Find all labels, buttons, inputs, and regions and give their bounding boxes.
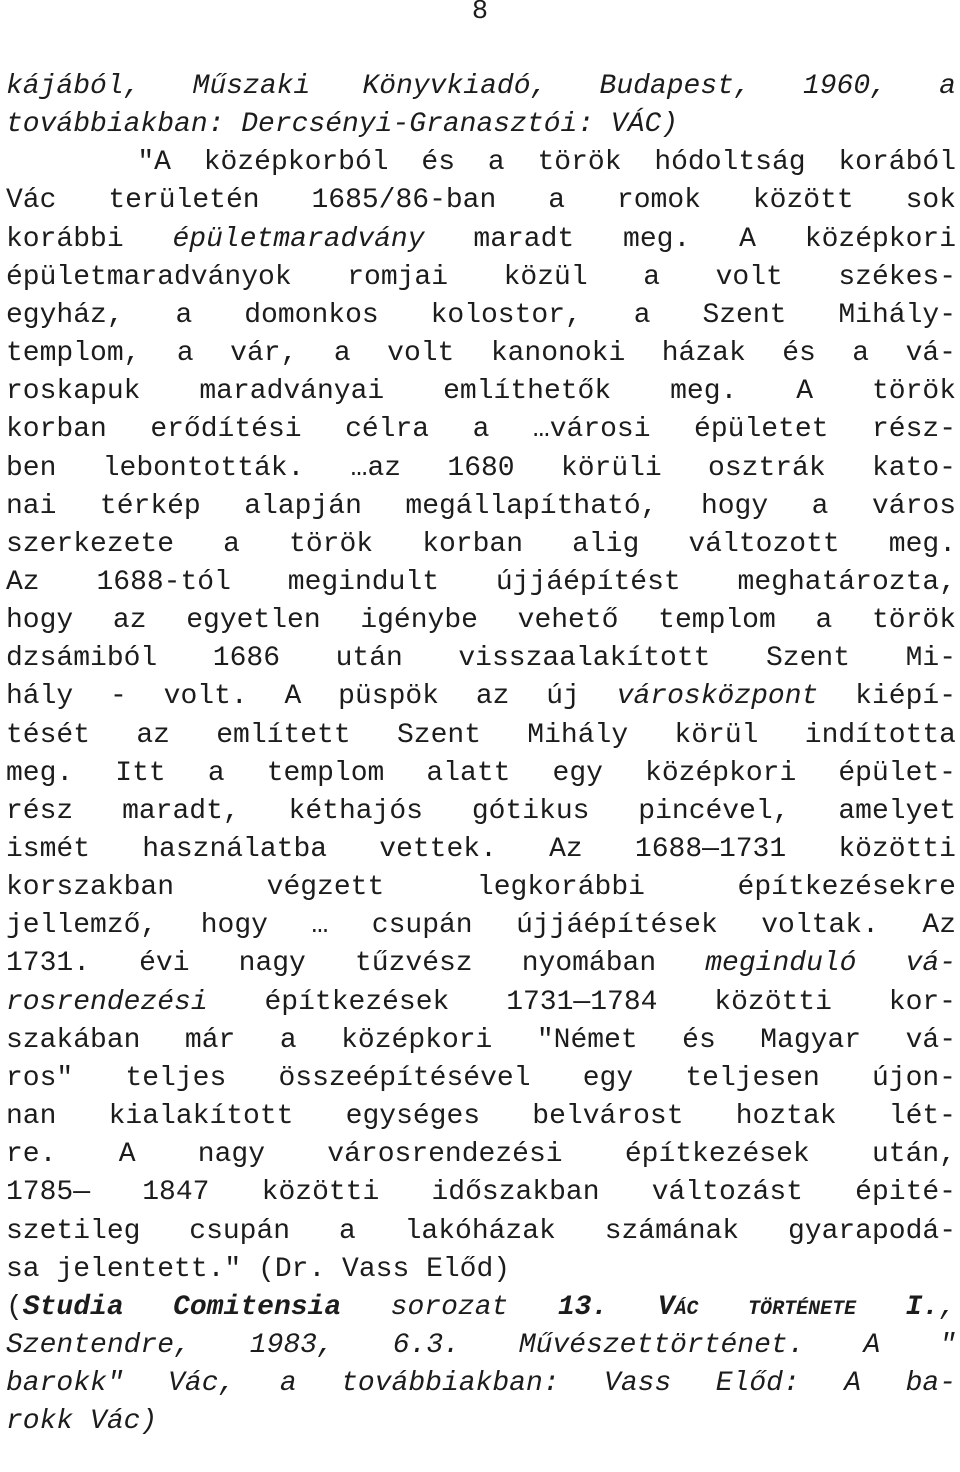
text-segment: egyház, a domonkos kolostor, a Szent Mihály- bbox=[6, 299, 956, 331]
text-segment: építkezések 1731—1784 közötti kor- bbox=[207, 986, 956, 1018]
text-line bbox=[6, 755, 956, 793]
text-segment: roskapuk maradványai említhetők meg. A török bbox=[6, 376, 956, 408]
text-line bbox=[6, 221, 956, 259]
text-line bbox=[6, 297, 956, 335]
text-line bbox=[6, 602, 956, 640]
text-line bbox=[6, 945, 956, 983]
text-segment bbox=[608, 1292, 658, 1323]
text-segment: templom, a vár, a volt kanonoki házak és a vá- bbox=[6, 338, 956, 370]
text-segment: épületmaradványok romjai közül a volt székes- bbox=[6, 261, 956, 293]
text-segment: hály - volt. A püspök az új bbox=[6, 681, 617, 713]
text-line bbox=[6, 259, 956, 297]
text-line bbox=[6, 717, 956, 755]
text-segment: nan kialakított egységes belvárost hoztak lét- bbox=[6, 1101, 956, 1133]
text-segment: ben lebontották. …az 1680 körüli osztrák kato- bbox=[6, 452, 956, 484]
text-segment: tését az említett Szent Mihály körül indította bbox=[6, 719, 956, 751]
text-segment: ( bbox=[6, 1291, 23, 1323]
text-line bbox=[6, 450, 956, 488]
text-segment: meginduló vá- bbox=[705, 948, 956, 980]
text-line bbox=[6, 1251, 956, 1289]
text-segment: Vác területén 1685/86-ban a romok között sok bbox=[6, 185, 956, 217]
text-segment: szakában már a középkori "Német és Magyar vá- bbox=[6, 1024, 956, 1056]
text-segment: korábbi bbox=[6, 223, 173, 255]
text-line bbox=[6, 869, 956, 907]
text-segment: re. A nagy városrendezési építkezések után, bbox=[6, 1139, 956, 1171]
text-segment: kiépí- bbox=[818, 681, 956, 713]
text-segment: hogy az egyetlen igénybe vehető templom a török bbox=[6, 605, 956, 637]
text-segment: rokk Vác) bbox=[6, 1406, 158, 1438]
text-line bbox=[6, 1098, 956, 1136]
text-segment: , bbox=[939, 1291, 956, 1323]
text-segment: városközpont bbox=[616, 681, 819, 713]
text-segment: ismét használatba vettek. Az 1688—1731 közötti bbox=[6, 834, 956, 865]
text-line bbox=[6, 68, 956, 106]
text-segment: rosrendezési bbox=[6, 986, 208, 1018]
text-line bbox=[6, 907, 956, 945]
text-line bbox=[6, 1327, 956, 1365]
text-segment: ros" teljes összeépítésével egy teljesen újon- bbox=[6, 1062, 956, 1094]
text-segment: Szentendre, 1983, 6.3. Művészettörténet. A ″ bbox=[6, 1329, 956, 1361]
text-line bbox=[6, 564, 956, 602]
text-segment: ″A középkorból és a török hódoltság korából bbox=[6, 147, 956, 179]
text-line bbox=[6, 373, 956, 411]
text-line bbox=[6, 1060, 956, 1098]
text-line bbox=[6, 1136, 956, 1174]
text-segment: Az 1688-tól megindult újjáépítést meghatározta, bbox=[6, 566, 956, 598]
text-segment: sorozat bbox=[341, 1291, 558, 1323]
text-segment: szetileg csupán a lakóházak számának gyarapodá- bbox=[6, 1215, 956, 1247]
page-number: 8 bbox=[471, 0, 489, 27]
text-segment: jellemző, hogy … csupán újjáépítések voltak. Az bbox=[6, 910, 956, 942]
text-line bbox=[6, 488, 956, 526]
text-segment: meg. Itt a templom alatt egy középkori épület- bbox=[6, 757, 956, 789]
text-segment: barokk″ Vác, a továbbiakban: Vass Előd: A ba- bbox=[6, 1368, 956, 1400]
text-line bbox=[6, 411, 956, 449]
text-line bbox=[6, 678, 956, 716]
text-line bbox=[6, 984, 956, 1022]
text-segment: épületmaradvány bbox=[172, 223, 425, 255]
text-segment: 13. bbox=[557, 1291, 609, 1323]
text-line bbox=[6, 1289, 956, 1327]
text-line bbox=[6, 335, 956, 373]
text-line bbox=[6, 144, 956, 182]
text-line bbox=[6, 1022, 956, 1060]
text-line bbox=[6, 182, 956, 220]
text-line bbox=[6, 106, 956, 144]
text-segment: Vác története I. bbox=[657, 1291, 940, 1323]
text-segment: 1785— 1847 közötti időszakban változást épité- bbox=[6, 1177, 956, 1209]
text-line bbox=[6, 1403, 956, 1441]
text-segment: maradt meg. A középkori bbox=[424, 223, 957, 255]
text-segment: korszakban végzett legkorábbi építkezésekre bbox=[6, 872, 956, 904]
text-segment: rész maradt, kéthajós gótikus pincével, amelyet bbox=[6, 795, 956, 827]
text-segment: nai térkép alapján megállapítható, hogy a város bbox=[6, 490, 956, 522]
text-line bbox=[6, 831, 956, 869]
text-segment: dzsámiból 1686 után visszaalakított Szent Mi- bbox=[6, 643, 956, 675]
text-line bbox=[6, 1174, 956, 1212]
text-segment: továbbiakban: Dercsényi-Granasztói: VÁC) bbox=[6, 109, 679, 141]
text-line bbox=[6, 793, 956, 831]
text-segment: sa jelentett.″ (Dr. Vass Előd) bbox=[6, 1253, 511, 1285]
text-line bbox=[6, 1213, 956, 1251]
text-segment: korban erődítési célra a …városi épületet rész- bbox=[6, 414, 956, 446]
text-line bbox=[6, 526, 956, 564]
text-segment: 1731. évi nagy tűzvész nyomában bbox=[6, 948, 706, 980]
text-line bbox=[6, 1365, 956, 1403]
text-segment: szerkezete a török korban alig változott meg. bbox=[6, 528, 956, 560]
text-segment: kájából, Műszaki Könyvkiadó, Budapest, 1960, a bbox=[6, 71, 956, 102]
text-segment: Studia Comitensia bbox=[22, 1291, 342, 1323]
text-line bbox=[6, 640, 956, 678]
